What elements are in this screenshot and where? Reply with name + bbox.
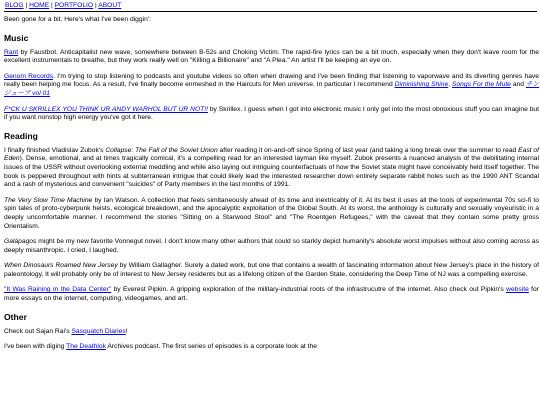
section-heading-reading: Reading — [4, 130, 38, 141]
podcast-link[interactable]: The Deathlok — [66, 343, 106, 351]
songs-for-the-mute-link[interactable]: Songs For the Mute — [452, 81, 511, 89]
genom-description: . I'm trying to stop listening to podcasts and youtube videos so often when drawing and I've been finding that listening to vaporwave and its diverting genres have really been helping me focus. As a result, I've finally become enmeshed in the Haircuts for Men universe. In particular I recommend — [4, 72, 539, 89]
book-title-collapse: Collapse: The Fall of the Soviet Union — [105, 146, 218, 154]
nav-link-blog[interactable]: BLOG — [5, 2, 24, 9]
genom-and: and — [510, 81, 526, 89]
nav-link-portfolio[interactable]: PORTFOLIO — [54, 2, 94, 9]
nav-separator: | — [50, 2, 53, 9]
book-title-galapagos: Galápagos — [4, 238, 37, 246]
intro-text: Been gone for a bit. Here's what I've been diggin': — [4, 16, 151, 23]
reading-entry-collapse: I finally finished Vladislav Zubok's Collapse: The Fall of the Soviet Union after reading it on-and-off since Spring of last year (and taking a long break over the summer to read East of Eden). Dense, emotional, and at times tragically comical, it's a compelling read for an interested layman like myself. Zubok presents a nuanced analysis of the debilitating internal issues of the USSR without overlooking external meddling and while also laying out intriguing counterfactuals of how the Soviet state might have conceivably held itself together. The book is peppered throughout with hints at subterranean intrigue that could likely lead the interested researcher down entirely separate rabbit holes such as the 1990 ANT Scandal and a rash of mysterious and convenient "suicides" of Party members in the last months of 1991. — [4, 146, 539, 189]
music-entry-genom — [4, 73, 539, 99]
reading-entry-galapagos: Galápagos might be my new favorite Vonnegut novel. I don't know many other authors that could so starkly depict humanity's absolute worst impulses without also coming across as deeply misanthropic. I cried, I laughed. — [4, 238, 539, 254]
reading-entry-dinosaurs: When Dinosaurs Roamed New Jersey by William Gallagher. Surely a dated work, but one that contains a wealth of fascinating information about New Jersey's place in the history of paleontology. It will probably only be of interest to New Jersey residents but as a lifelong citizen of the Garden State, considering the Deep Time of NJ was a compelling exercise. — [4, 262, 539, 278]
header-divider — [4, 11, 537, 12]
book-title-dinosaurs: When Dinosaurs Roamed New Jersey — [4, 262, 118, 270]
other-entry-sasquatch: Check out Sajan Rai's Sasquatch Diaries! — [4, 327, 128, 335]
pipkin-website-link[interactable]: website — [506, 286, 529, 294]
album-vol01-link[interactable]: チンジューブ vol 01 — [4, 81, 540, 97]
book-title-east-of-eden: East of Eden — [4, 146, 539, 163]
rant-link[interactable]: Rant — [4, 48, 19, 56]
skrillex-link[interactable]: F*CK U SKRILLEX YOU THINK UR ANDY WARHOL BUT UR NOT!! — [4, 105, 208, 113]
data-center-essay-link[interactable]: "It Was Raining in the Data Center" — [4, 286, 112, 294]
diminishing-shine-link[interactable]: Diminishing Shine — [394, 81, 449, 89]
skrillex-description: by Skrillex. I guess when I got into electronic music I only get into the most obnoxious stuff you can imagine but if you want nonstop high energy you've got it here. — [4, 105, 539, 122]
book-title-slow-time-machine: The Very Slow Time Machine — [4, 196, 93, 204]
music-entry-skrillex — [4, 106, 539, 123]
music-entry-rant — [4, 49, 539, 66]
rant-description: by Faustbot. Anticapitalist new wave, somewhere between B-52s and Choking Victim. The rapid-fire lyrics can be a bit much, especially when they don't leave room for the excellent instrumentals to breathe, but they work really well on "Killing a Billionaire" and "A Plea." An artist I'll be keeping an eye on. — [4, 48, 539, 65]
nav-separator: | — [94, 2, 97, 9]
nav-separator: | — [25, 2, 28, 9]
other-entry-podcast: I've been with diging The Deathlok Archives podcast. The first series of episodes is a corporate look at the — [4, 343, 317, 351]
section-heading-music: Music — [4, 32, 29, 43]
reading-entry-slow-time-machine: The Very Slow Time Machine by Ian Watson. A collection that feels simltaneously ahead of its time and inextricably of it. At its best it uses all the tools of experimental 70s sci-fi to spin tales of proto-cyberpunk heists, ecological breakdown, and the apocalyptic exploitation of the Global South. At its worst, the anthology is culturally and sexually voyeuristic in a deeply uncomfortable manner. I recommend the stories "Sitting on a Starwood Stool" and "The Roentgen Refugees," with the caveat that they contain some pretty gross Orientalism. — [4, 196, 539, 230]
genom-records-link[interactable]: Genom Records — [4, 72, 54, 80]
nav-link-home[interactable]: HOME — [29, 2, 50, 9]
sasquatch-diaries-link[interactable]: Sasquatch Diaries — [71, 327, 126, 335]
genom-comma: , — [448, 81, 452, 89]
post-body — [4, 16, 539, 359]
nav-link-about[interactable]: ABOUT — [98, 2, 122, 9]
reading-entry-data-center: "It Was Raining in the Data Center" by Everest Pipkin. A gripping exploration of the military-industrial roots of the infrastrucutre of the internet. Also check out Pipkin's website for more essays on the internet, computing, videogames, and art. — [4, 286, 539, 303]
section-heading-other: Other — [4, 311, 27, 322]
top-nav — [5, 2, 121, 10]
